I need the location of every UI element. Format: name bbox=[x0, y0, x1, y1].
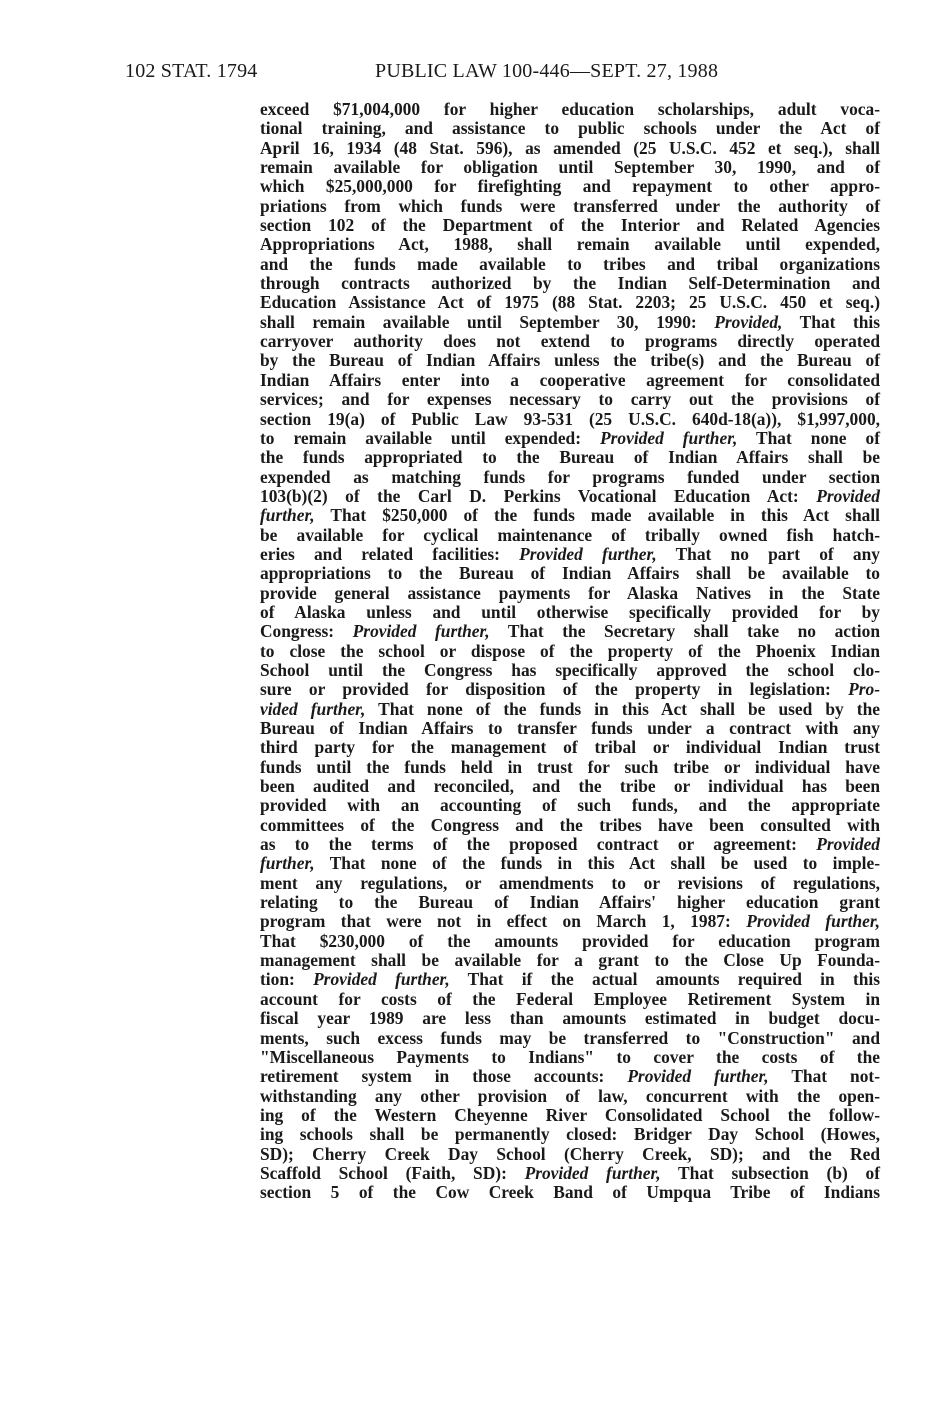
italic-text-segment: Provided, bbox=[714, 311, 783, 332]
text-segment: eries and related facilities: bbox=[260, 543, 520, 564]
text-segment: Scaffold School (Faith, SD): bbox=[260, 1162, 525, 1183]
text-segment: That the Secretary shall take no action bbox=[489, 621, 881, 642]
text-line bbox=[260, 893, 880, 912]
body-text bbox=[260, 100, 880, 1203]
text-line bbox=[260, 661, 880, 680]
text-segment: remain available for obligation until September 30, 1990, and of bbox=[260, 157, 880, 178]
text-segment: section 19(a) of Public Law 93-531 (25 U.S.C. 640d-18(a)), $1,997,000, bbox=[260, 408, 880, 429]
page-stat-number: 102 STAT. 1794 bbox=[125, 60, 258, 82]
italic-text-segment: Provided further, bbox=[746, 911, 880, 932]
text-segment: That if the actual amounts required in this bbox=[449, 969, 881, 990]
italic-text-segment: Provided further, bbox=[313, 969, 450, 990]
text-segment: exceed $71,004,000 for higher education scholarships, adult voca- bbox=[260, 99, 880, 119]
text-line bbox=[260, 313, 880, 332]
text-segment: which $25,000,000 for firefighting and repayment to other appro- bbox=[260, 176, 880, 197]
text-segment: That none of bbox=[737, 427, 880, 448]
text-segment: That $250,000 of the funds made available in this Act shall bbox=[314, 505, 880, 526]
text-line bbox=[260, 1087, 880, 1106]
text-segment: the funds appropriated to the Bureau of Indian Affairs shall be bbox=[260, 447, 880, 468]
italic-text-segment: Provided further, bbox=[352, 621, 490, 642]
text-line bbox=[260, 1106, 880, 1125]
text-line bbox=[260, 1067, 880, 1086]
text-line bbox=[260, 816, 880, 835]
text-line bbox=[260, 197, 880, 216]
italic-text-segment: Provided bbox=[816, 834, 880, 855]
text-line bbox=[260, 255, 880, 274]
text-segment: to close the school or dispose of the property of the Phoenix Indian bbox=[260, 640, 880, 661]
text-line bbox=[260, 526, 880, 545]
text-line bbox=[260, 777, 880, 796]
text-line bbox=[260, 1009, 880, 1028]
text-segment: Education Assistance Act of 1975 (88 Stat. 2203; 25 U.S.C. 450 et seq.) bbox=[260, 292, 880, 313]
text-segment: That no part of any bbox=[656, 543, 880, 564]
italic-text-segment: Provided further, bbox=[627, 1066, 769, 1087]
text-segment: and the funds made available to tribes and tribal organizations bbox=[260, 253, 880, 274]
text-segment: retirement system in those accounts: bbox=[260, 1066, 628, 1087]
text-line bbox=[260, 235, 880, 254]
text-segment: as to the terms of the proposed contract or agreement: bbox=[260, 834, 817, 855]
text-segment: ments, such excess funds may be transferred to "Construction" and bbox=[260, 1027, 880, 1048]
text-line bbox=[260, 990, 880, 1009]
text-line bbox=[260, 700, 880, 719]
text-segment: That subsection (b) of bbox=[660, 1162, 881, 1183]
text-segment: ing schools shall be permanently closed: Bridger Day School (Howes, bbox=[260, 1124, 880, 1145]
text-segment: School until the Congress has specifically approved the school clo- bbox=[260, 659, 880, 680]
text-segment: management shall be available for a grant to the Close Up Founda- bbox=[260, 950, 880, 971]
text-line bbox=[260, 1183, 880, 1202]
text-line bbox=[260, 874, 880, 893]
text-segment: section 5 of the Cow Creek Band of Umpqua Tribe of Indians bbox=[260, 1182, 880, 1203]
text-line bbox=[260, 274, 880, 293]
text-segment: That none of the funds in this Act shall be used by the bbox=[365, 698, 880, 719]
text-segment: committees of the Congress and the tribes have been consulted with bbox=[260, 814, 880, 835]
text-line bbox=[260, 932, 880, 951]
italic-text-segment: Pro- bbox=[848, 679, 880, 700]
text-line bbox=[260, 622, 880, 641]
text-line bbox=[260, 719, 880, 738]
italic-text-segment: Provided bbox=[816, 485, 880, 506]
text-segment: of Alaska unless and until otherwise specifically provided for by bbox=[260, 601, 880, 622]
text-line bbox=[260, 796, 880, 815]
text-segment: withstanding any other provision of law, concurrent with the open- bbox=[260, 1085, 880, 1106]
text-segment: "Miscellaneous Payments to Indians" to cover the costs of the bbox=[260, 1046, 880, 1067]
running-head-law-title: PUBLIC LAW 100-446—SEPT. 27, 1988 bbox=[375, 60, 719, 82]
text-line bbox=[260, 158, 880, 177]
text-line bbox=[260, 951, 880, 970]
text-line bbox=[260, 912, 880, 931]
text-line bbox=[260, 390, 880, 409]
text-line bbox=[260, 758, 880, 777]
text-segment: priations from which funds were transferred under the authority of bbox=[260, 195, 880, 216]
text-segment: appropriations to the Bureau of Indian Affairs shall be available to bbox=[260, 563, 880, 584]
text-line bbox=[260, 564, 880, 583]
text-segment: expended as matching funds for programs funded under section bbox=[260, 466, 880, 487]
text-line bbox=[260, 835, 880, 854]
text-line bbox=[260, 854, 880, 873]
text-segment: sure or provided for disposition of the property in legislation: bbox=[260, 679, 849, 700]
text-segment: third party for the management of tribal or individual Indian trust bbox=[260, 737, 880, 758]
text-line bbox=[260, 1164, 880, 1183]
text-line bbox=[260, 410, 880, 429]
text-line bbox=[260, 216, 880, 235]
text-line bbox=[260, 642, 880, 661]
text-segment: That none of the funds in this Act shall be used to imple- bbox=[314, 853, 880, 874]
text-segment: tional training, and assistance to public schools under the Act of bbox=[260, 118, 880, 139]
text-line bbox=[260, 468, 880, 487]
text-line bbox=[260, 177, 880, 196]
text-segment: funds until the funds held in trust for such tribe or individual have bbox=[260, 756, 880, 777]
text-line bbox=[260, 429, 880, 448]
text-segment: be available for cyclical maintenance of tribally owned fish hatch- bbox=[260, 524, 880, 545]
italic-text-segment: Provided further, bbox=[524, 1162, 661, 1183]
italic-text-segment: Provided further, bbox=[519, 543, 657, 564]
text-segment: services; and for expenses necessary to carry out the provisions of bbox=[260, 389, 880, 410]
text-segment: fiscal year 1989 are less than amounts estimated in budget docu- bbox=[260, 1008, 880, 1029]
text-segment: That this bbox=[782, 311, 881, 332]
text-segment: relating to the Bureau of Indian Affairs' higher education grant bbox=[260, 892, 880, 913]
text-line bbox=[260, 351, 880, 370]
text-line bbox=[260, 487, 880, 506]
text-segment: That $230,000 of the amounts provided for education program bbox=[260, 930, 880, 951]
text-segment: by the Bureau of Indian Affairs unless the tribe(s) and the Bureau of bbox=[260, 350, 880, 371]
italic-text-segment: Provided further, bbox=[600, 427, 738, 448]
text-segment: section 102 of the Department of the Interior and Related Agencies bbox=[260, 215, 880, 236]
text-segment: ment any regulations, or amendments to or revisions of regulations, bbox=[260, 872, 880, 893]
text-segment: program that were not in effect on March 1, 1987: bbox=[260, 911, 747, 932]
text-line bbox=[260, 1145, 880, 1164]
text-segment: been audited and reconciled, and the tribe or individual has been bbox=[260, 776, 880, 797]
text-segment: April 16, 1934 (48 Stat. 596), as amended (25 U.S.C. 452 et seq.), shall bbox=[260, 137, 880, 158]
text-segment: That not- bbox=[768, 1066, 880, 1087]
text-segment: Appropriations Act, 1988, shall remain available until expended, bbox=[260, 234, 880, 255]
text-segment: to remain available until expended: bbox=[260, 427, 601, 448]
text-line bbox=[260, 680, 880, 699]
text-segment: provided with an accounting of such funds, and the appropriate bbox=[260, 795, 880, 816]
text-segment: carryover authority does not extend to programs directly operated bbox=[260, 331, 880, 352]
text-line bbox=[260, 1125, 880, 1144]
text-line bbox=[260, 293, 880, 312]
text-line bbox=[260, 970, 880, 989]
text-segment: shall remain available until September 30, 1990: bbox=[260, 311, 715, 332]
text-line bbox=[260, 1029, 880, 1048]
text-line bbox=[260, 139, 880, 158]
text-line bbox=[260, 119, 880, 138]
text-line bbox=[260, 371, 880, 390]
text-line bbox=[260, 332, 880, 351]
text-segment: Indian Affairs enter into a cooperative agreement for consolidated bbox=[260, 369, 880, 390]
text-line bbox=[260, 506, 880, 525]
text-segment: ing of the Western Cheyenne River Consolidated School the follow- bbox=[260, 1104, 880, 1125]
italic-text-segment: vided further, bbox=[260, 698, 366, 719]
italic-text-segment: further, bbox=[260, 505, 315, 526]
text-segment: tion: bbox=[260, 969, 314, 990]
text-line bbox=[260, 448, 880, 467]
text-segment: provide general assistance payments for Alaska Natives in the State bbox=[260, 582, 880, 603]
text-segment: Congress: bbox=[260, 621, 353, 642]
text-line bbox=[260, 584, 880, 603]
text-segment: account for costs of the Federal Employee Retirement System in bbox=[260, 988, 880, 1009]
text-line bbox=[260, 603, 880, 622]
text-segment: SD); Cherry Creek Day School (Cherry Creek, SD); and the Red bbox=[260, 1143, 880, 1164]
text-segment: Bureau of Indian Affairs to transfer funds under a contract with any bbox=[260, 718, 880, 738]
text-segment: 103(b)(2) of the Carl D. Perkins Vocational Education Act: bbox=[260, 485, 817, 506]
text-line bbox=[260, 545, 880, 564]
page-header bbox=[0, 60, 943, 90]
italic-text-segment: further, bbox=[260, 853, 315, 874]
text-segment: through contracts authorized by the Indian Self-Determination and bbox=[260, 273, 880, 294]
text-line bbox=[260, 1048, 880, 1067]
text-line bbox=[260, 100, 880, 119]
text-line bbox=[260, 738, 880, 757]
